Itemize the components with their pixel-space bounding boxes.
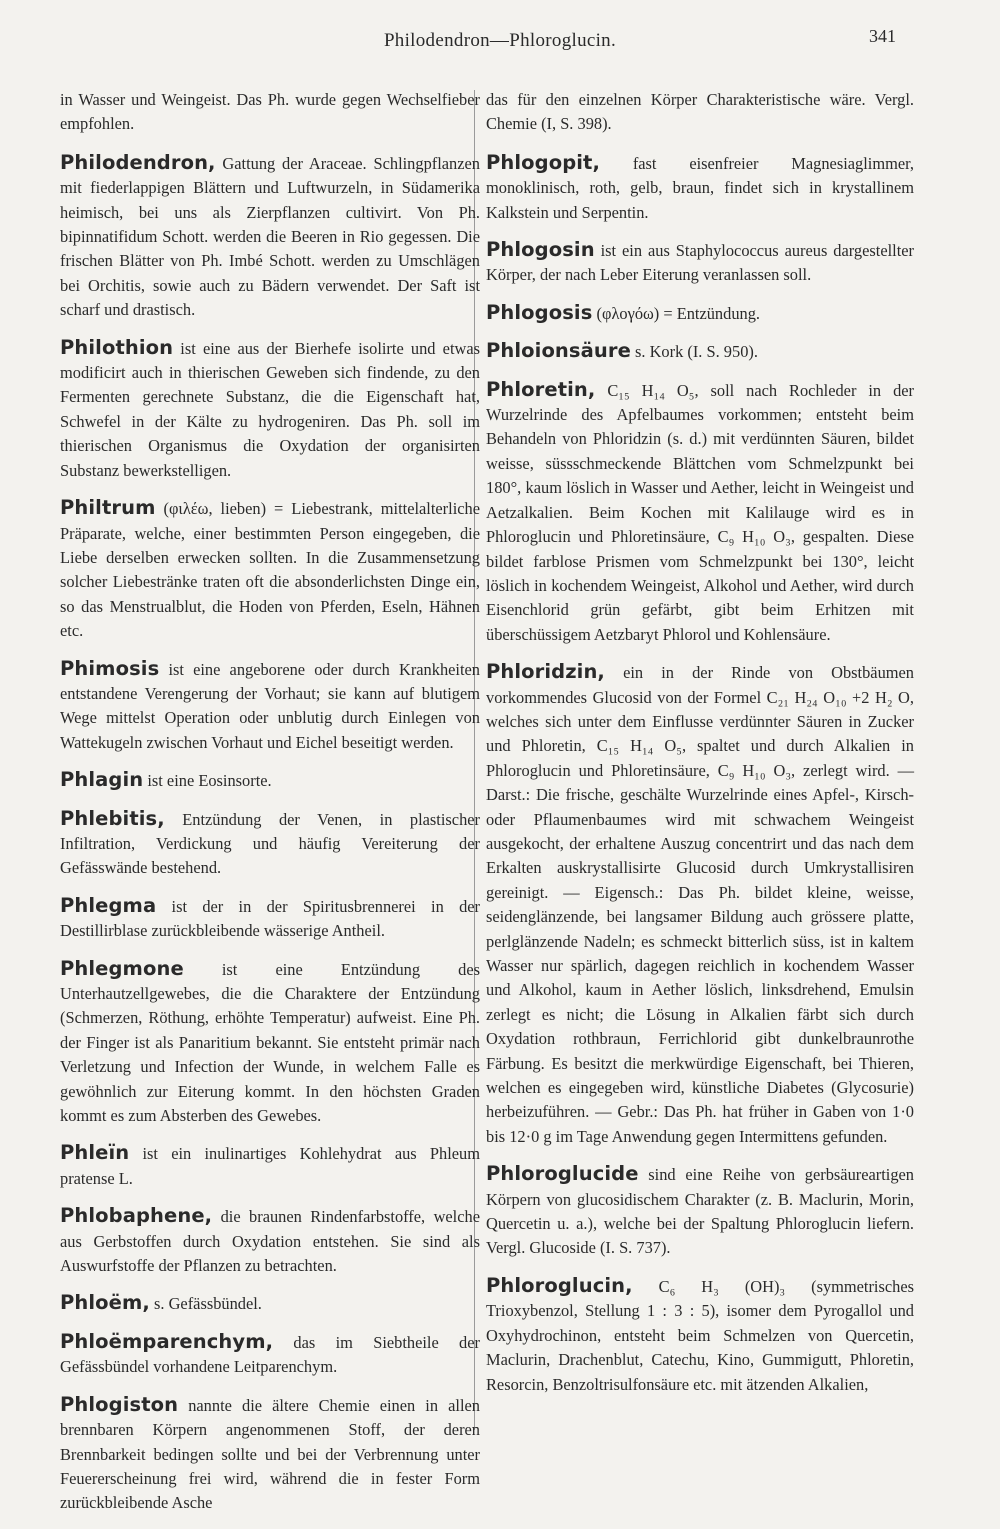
headword: Phimosis	[60, 656, 160, 680]
headword: Phlegma	[60, 893, 157, 917]
headword: Philothion	[60, 335, 174, 359]
page-number: 341	[869, 26, 896, 46]
entry-phloridzin	[486, 660, 914, 1149]
entry-text: ist eine Entzündung des Unterhautzellgewebes, die die Charaktere der Entzündung (Schmerzen, Röthung, erhöhte Temperatur) aufweist. Eine Ph. der Finger ist als Panaritium bekannt. Sie entsteht primär nach Verletzung und Infection der Wunde, in welchem Falle es gewöhnlich zur Eiterung kommt. In den höchsten Graden kommt es zum Absterben des Gewebes.	[60, 959, 480, 1126]
entry-text: ist eine angeborene oder durch Krankheiten entstandene Verengerung der Vorhaut; sie kann auf blutigem Wege mittelst Operation oder unblutig durch Einlegen von Wattekugeln zwischen Vorhaut und Eichel beseitigt werden.	[60, 659, 480, 752]
headword: Phloroglucide	[486, 1162, 639, 1186]
entry-phlogopit	[486, 151, 914, 225]
entry-phloretin	[486, 378, 914, 647]
entry-philodendron	[60, 151, 480, 323]
entry-phloemparenchym	[60, 1330, 480, 1380]
entry-phlogosis	[486, 301, 914, 326]
headword: Phlagin	[60, 768, 144, 792]
entry-text: (φλογόω) = Entzündung.	[592, 303, 761, 323]
entry-text: ist ein aus Staphylococcus aureus dargestellter Körper, der nach Leber Eiterung veranlassen soll.	[486, 241, 914, 285]
entry-text: das im Siebtheile der Gefässbündel vorhandene Leitparenchym.	[60, 1332, 480, 1377]
running-head: Philodendron—Phloroglucin.	[383, 30, 617, 51]
entry-philtrum	[60, 496, 480, 643]
entry-text: C₆ H₃ (OH)₃ (symmetrisches Trioxybenzol, Stellung 1 : 3 : 5), isomer dem Pyrogallol und Oxyhydrochinon, entsteht beim Schmelzen von Quercetin, Maclurin, Drachenblut, Catechu, Kino, Gummigutt, Phloretin, Resorcin, Benzoltrisulfonsäure etc. mit ätzenden Alkalien,	[486, 1276, 914, 1394]
headword: Philodendron,	[60, 150, 216, 174]
headword: Phleïn	[60, 1141, 130, 1165]
continued-text: das für den einzelnen Körper Charakteristische wäre. Vergl. Chemie (I, S. 398).	[486, 90, 914, 134]
entry-text: ist der in der Spiritusbrennerei in der Destillirblase zurückbleibende wässerige Antheil.	[60, 896, 480, 941]
headword: Phloridzin,	[486, 660, 605, 684]
left-column	[60, 88, 480, 1529]
continued-text: in Wasser und Weingeist. Das Ph. wurde gegen Wechselfieber empfohlen.	[60, 90, 480, 134]
headword: Phlegmone	[60, 956, 184, 980]
entry-phloem	[60, 1291, 480, 1316]
headword: Phloëm,	[60, 1291, 150, 1315]
entry-phloionsaeure	[486, 339, 914, 364]
headword: Phlogosis	[486, 300, 593, 324]
headword: Philtrum	[60, 496, 156, 520]
entry-phlogosin	[486, 238, 914, 288]
headword: Phloionsäure	[486, 339, 631, 363]
entry-text: sind eine Reihe von gerbsäureartigen Körpern von glucosidischem Charakter (z. B. Maclurin, Morin, Quercetin u. a.), welche bei der Spaltung Phloroglucin liefern. Vergl. Glucoside (I. S. 737).	[486, 1165, 914, 1258]
entry-phlegma	[60, 894, 480, 944]
entry-phlebitis	[60, 807, 480, 881]
entry-text: Gattung der Araceae. Schlingpflanzen mit fiederlappigen Blättern und Luftwurzeln, in Südamerika heimisch, bei uns als Zierpflanzen cultivirt. Von Ph. bipinnatifidum Schott. werden die Beeren in Rio gegessen. Die frischen Blätter von Ph. Imbé Schott. werden zu Umschlägen bei Orchitis, sowie auch zu Bädern verwendet. Der Saft ist scharf und drastisch.	[60, 153, 480, 320]
entry-phlein	[60, 1141, 480, 1191]
headword: Phlogopit,	[486, 150, 600, 174]
entry-text: s. Kork (I. S. 950).	[630, 342, 758, 362]
entry-text: die braunen Rindenfarbstoffe, welche aus Gerbstoffen durch Oxydation entstehen. Sie sind als Auswurfstoffe der Pflanzen zu betrachten.	[60, 1207, 480, 1276]
entry-phlagin	[60, 768, 480, 793]
headword: Phloretin,	[486, 377, 596, 401]
entry-phlogiston	[60, 1393, 480, 1516]
headword: Phloroglucin,	[486, 1273, 633, 1297]
headword: Phlebitis,	[60, 806, 165, 830]
entry-text: C₁₅ H₁₄ O₅, soll nach Rochleder in der Wurzelrinde des Apfelbaumes vorkommen; entsteht beim Behandeln von Phloridzin (s. d.) mit verdünnten Säuren, bildet weisse, süssschmeckende Blättchen vom Schmelzpunkt bei 180°, kaum löslich in Wasser und Aether, leicht in Weingeist und Aetzalkalien. Beim Kochen mit Kalilauge wird es in Phloroglucin und Phloretinsäure, C₉ H₁₀ O₃, gespalten. Diese bildet farblose Prismen vom Schmelzpunkt bei 130°, leicht löslich in kochendem Weingeist, Alkohol und Aether, wird durch Eisenchlorid grün gefärbt, gibt beim Erhitzen mit überschüssigem Aetzbaryt Phlorol und Kohlensäure.	[486, 380, 914, 644]
entry-text: Entzündung der Venen, in plastischer Infiltration, Verdickung und häufig Vereiterung der Gefässwände bestehend.	[60, 809, 480, 878]
entry-phimosis	[60, 657, 480, 756]
entry-text: (φιλέω, lieben) = Liebestrank, mittelalterliche Präparate, welche, einer bestimmten Person eingegeben, die Liebe derselben erwecken sollten. In die Zusammensetzung solcher Liebestränke traten oft die absonderlichsten Dinge ein, so das Menstrualblut, die Hoden von Pferden, Eseln, Hähnen etc.	[60, 499, 480, 641]
entry-phloroglucide	[486, 1162, 914, 1261]
headword: Phlobaphene,	[60, 1204, 213, 1228]
entry-text: s. Gefässbündel.	[149, 1294, 262, 1314]
entry-text: nannte die ältere Chemie einen in allen brennbaren Körpern angenommenen Stoff, der deren Brennbarkeit bedingen sollte und bei der Verbrennung unter Feuererscheinung frei wird, während die in fester Form zurückbleibende Asche	[60, 1395, 480, 1513]
entry-text: ist ein inulinartiges Kohlehydrat aus Phleum pratense L.	[60, 1144, 480, 1188]
headword: Phlogiston	[60, 1392, 179, 1416]
headword: Phloëmparenchym,	[60, 1329, 274, 1353]
entry-phloroglucin	[486, 1274, 914, 1397]
entry-text: ist eine aus der Bierhefe isolirte und etwas modificirt auch in thierischen Geweben sich findende, zu den Fermenten gerechnete Substanz, die die Eigenschaft hat, Schwefel in der Kälte zu hydrogeniren. Das Ph. soll im thierischen Organismus die Oxydation der organisirten Substanz bewerkstelligen.	[60, 338, 480, 480]
entry-phlegmone	[60, 957, 480, 1129]
entry-philothion	[60, 336, 480, 483]
headword: Phlogosin	[486, 238, 595, 262]
entry-text: ein in der Rinde von Obstbäumen vorkommendes Glucosid von der Formel C₂₁ H₂₄ O₁₀ +2 H₂ O, welches sich unter dem Einflusse verdünnter Säuren in Zucker und Phloretin, C₁₅ H₁₄ O₅, spaltet und durch Alkalien in Phloroglucin und Phloretinsäure, C₉ H₁₀ O₃, zerlegt wird. — Darst.: Die frische, geschälte Wurzelrinde eines Apfel-, Kirsch- oder Pflaumenbaumes wird mit schwachem Weingeist ausgekocht, der erhaltene Auszug concentrirt und das nach dem Erkalten auskrystallisirte Glucosid durch Umkrystallisiren gereinigt. — Eigensch.: Das Ph. bildet kleine, weisse, seidenglänzende, bei langsamer Bildung auch grössere platte, perlglänzende Nadeln; es schmeckt bitterlich süss, ist in kaltem Wasser nur spärlich, dagegen reichlich in kochendem Wasser und Alkohol, kaum in Aether löslich, linksdrehend, Emulsin zerlegt es nicht; die Lösung in Alkalien färbt sich durch Oxydation rothbraun, Ferrichlorid gibt dunkelbraunrothe Färbung. Es besitzt die merkwürdige Eigenschaft, bei Thieren, welchen es eingegeben wird, künstliche Diabetes (Glycosurie) herbeizuführen. — Gebr.: Das Ph. hat früher in Gaben von 1·0 bis 12·0 g im Tage Anwendung gegen Intermittens gefunden.	[486, 663, 914, 1146]
right-column	[486, 88, 914, 1410]
entry-text: fast eisenfreier Magnesiaglimmer, monoklinisch, roth, gelb, braun, findet sich in krystallinem Kalkstein und Serpentin.	[486, 153, 914, 222]
entry-phlobaphene	[60, 1204, 480, 1278]
entry-text: ist eine Eosinsorte.	[143, 771, 272, 791]
